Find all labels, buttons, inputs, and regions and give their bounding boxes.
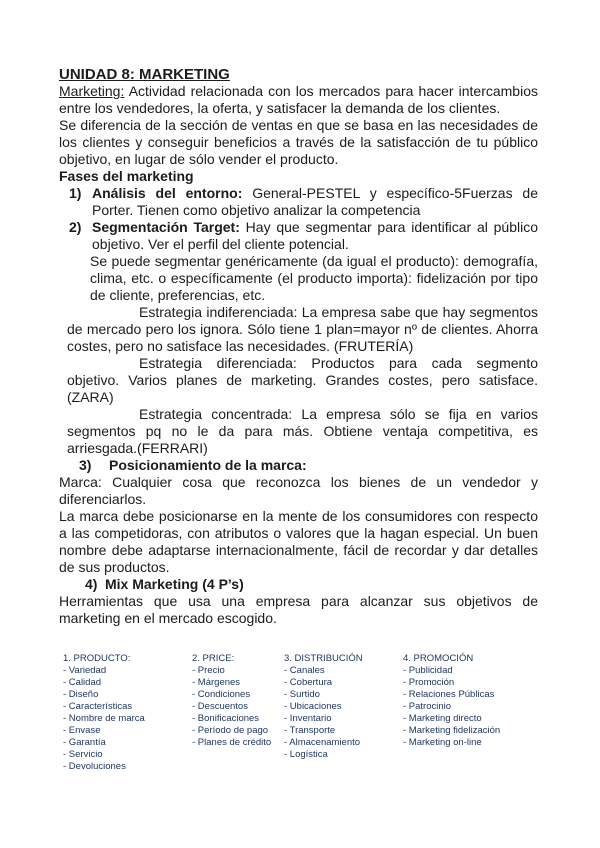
column-item: - Publicidad <box>403 665 453 676</box>
item-number: 4) <box>85 576 98 592</box>
column-item: - Bonificaciones <box>192 713 260 724</box>
column-item: - Devoluciones <box>63 761 126 772</box>
item-lead: Análisis del entorno: <box>92 185 243 201</box>
marca-posicionarse-paragraph: La marca debe posicionarse en la mente de los consumidores con respecto a las competidoras, con atributos o valores que la hagan especial. Un buen nombre debe adaptarse internacionalmente, fácil de recordar y dar detalles de sus productos. <box>59 508 538 575</box>
column-item: - Garantía <box>63 737 106 748</box>
column-item: - Variedad <box>63 665 107 676</box>
column-item: - Marketing on-line <box>403 737 482 748</box>
document-title: UNIDAD 8: MARKETING <box>59 66 230 83</box>
column-item: - Márgenes <box>192 677 241 688</box>
column-item: - Nombre de marca <box>63 713 145 724</box>
difference-paragraph: Se diferencia de la sección de ventas en que se basa en las necesidades de los clientes y conseguir beneficios a través de la satisfacción de tu público objetivo, en lugar de sólo vender el producto. <box>59 117 538 167</box>
column-price <box>192 653 271 749</box>
column-heading: 2. PRICE: <box>192 653 235 664</box>
column-item: - Diseño <box>63 689 99 700</box>
column-item: - Condiciones <box>192 689 251 700</box>
list-item-posicionamiento <box>59 457 538 474</box>
item-number: 1) <box>69 185 82 201</box>
column-item: - Promoción <box>403 677 455 688</box>
column-item: - Precio <box>192 665 225 676</box>
herramientas-paragraph: Herramientas que usa una empresa para alcanzar sus objetivos de marketing en el mercado escogido. <box>59 593 538 626</box>
column-heading: 3. DISTRIBUCIÓN <box>284 653 363 664</box>
column-item: - Características <box>63 701 133 712</box>
segmentar-paragraph: Se puede segmentar genéricamente (da igual el producto): demografía, clima, etc. o específicamente (el producto importa): fidelización por tipo de cliente, preferencias, etc. <box>90 253 538 303</box>
column-item: - Ubicaciones <box>284 701 342 712</box>
column-distribucion <box>284 653 363 761</box>
mix-marketing-columns <box>59 653 538 803</box>
item-lead: Mix Marketing (4 P’s) <box>105 576 244 592</box>
column-item: - Inventario <box>284 713 332 724</box>
estrategia-concentrada-paragraph: Estrategia concentrada: La empresa sólo se fija en varios segmentos pq no le da para más. Obtiene ventaja competitiva, es arriesgada.(FERRARI) <box>67 406 538 456</box>
column-item: - Patrocinio <box>403 701 452 712</box>
estrategia-indiferenciada-paragraph: Estrategia indiferenciada: La empresa sabe que hay segmentos de mercado pero los ignora. Sólo tiene 1 plan=mayor nº de clientes. Ahorra costes, pero no satisface las necesidades. (FRUTERÍA) <box>67 304 538 354</box>
column-item: - Calidad <box>63 677 102 688</box>
column-item: - Surtido <box>284 689 320 700</box>
column-item: - Almacenamiento <box>284 737 361 748</box>
list-item-mix-marketing <box>59 576 538 593</box>
document-body <box>59 66 538 803</box>
item-text: Hay que segmentar para identificar al público objetivo. Ver el perfil del cliente potencial. <box>92 219 538 252</box>
column-item: - Canales <box>284 665 325 676</box>
column-item: - Transporte <box>284 725 336 736</box>
column-producto <box>63 653 145 773</box>
list-item-analisis <box>59 185 538 219</box>
column-item: - Relaciones Públicas <box>403 689 495 700</box>
marketing-term: Marketing: <box>59 83 125 99</box>
column-item: - Marketing directo <box>403 713 482 724</box>
intro-paragraph <box>59 83 538 117</box>
marca-paragraph: Marca: Cualquier cosa que reconozca los bienes de un vendedor y diferenciarlos. <box>59 474 538 507</box>
column-promocion <box>403 653 500 749</box>
item-number: 3) <box>79 457 92 473</box>
column-item: - Planes de crédito <box>192 737 272 748</box>
column-heading: 4. PROMOCIÓN <box>403 653 474 664</box>
fases-heading: Fases del marketing <box>59 168 194 184</box>
column-item: - Servicio <box>63 749 103 760</box>
intro-text: Actividad relacionada con los mercados para hacer intercambios entre los vendedores, la oferta, y satisfacer la demanda de los clientes. <box>59 83 538 116</box>
estrategia-diferenciada-paragraph: Estrategia diferenciada: Productos para cada segmento objetivo. Varios planes de marketing. Grandes costes, pero satisface. (ZARA) <box>67 355 538 405</box>
column-heading: 1. PRODUCTO: <box>63 653 131 664</box>
column-item: - Cobertura <box>284 677 333 688</box>
item-text: General-PESTEL y específico-5Fuerzas de Porter. Tienen como objetivo analizar la competencia <box>92 185 539 218</box>
column-item: - Marketing fidelización <box>403 725 501 736</box>
column-item: - Logística <box>284 749 328 760</box>
column-item: - Envase <box>63 725 101 736</box>
list-item-segmentacion <box>59 219 538 253</box>
item-lead: Posicionamiento de la marca: <box>109 457 307 473</box>
item-number: 2) <box>69 219 82 235</box>
column-item: - Período de pago <box>192 725 269 736</box>
item-lead: Segmentación Target: <box>92 219 240 235</box>
column-item: - Descuentos <box>192 701 248 712</box>
